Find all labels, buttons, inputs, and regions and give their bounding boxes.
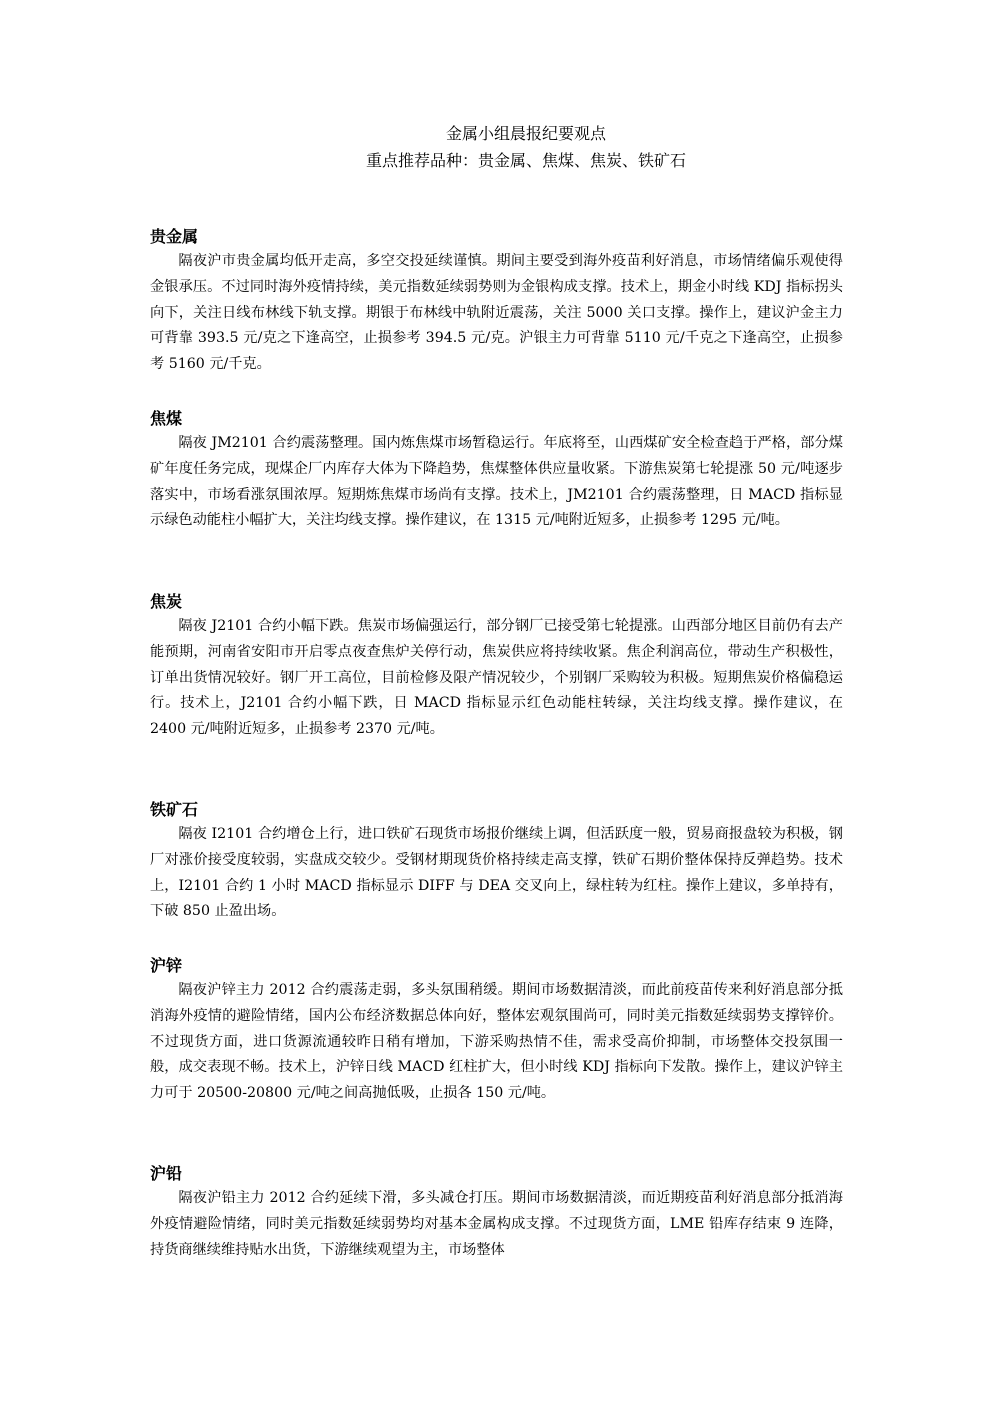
- section-heading: 沪锌: [150, 956, 183, 975]
- section-body: 隔夜沪铅主力 2012 合约延续下滑，多头减仓打压。期间市场数据清淡，而近期疫苗利好消息部分抵消海外疫情避险情绪，同时美元指数延续弱势均对基本金属构成支撑。不过现货方面，LME 铅库存结束 9 连降，持货商继续维持贴水出货，下游继续观望为主，市场整体: [150, 1190, 843, 1258]
- section-heading: 焦炭: [150, 592, 183, 611]
- section-body: 隔夜沪锌主力 2012 合约震荡走弱，多头氛围稍缓。期间市场数据清淡，而此前疫苗传来利好消息部分抵消海外疫情的避险情绪，国内公布经济数据总体向好，整体宏观氛围尚可，同时美元指数延续弱势支撑锌价。不过现货方面，进口货源流通较昨日稍有增加，下游采购热情不佳，需求受高价抑制，市场整体交投氛围一般，成交表现不畅。技术上，沪锌日线 MACD 红柱扩大，但小时线 KDJ 指标向下发散。操作上，建议沪锌主力可于 20500-20800 元/吨之间高抛低吸，止损各 150 元/吨。: [150, 982, 843, 1102]
- document-header: [0, 120, 992, 174]
- section-iron-ore: [150, 797, 843, 925]
- section-body: 隔夜沪市贵金属均低开走高，多空交投延续谨慎。期间主要受到海外疫苗利好消息，市场情绪偏乐观使得金银承压。不过同时海外疫情持续，美元指数延续弱势则为金银构成支撑。技术上，期金小时线 KDJ 指标拐头向下，关注日线布林线下轨支撑。期银于布林线中轨附近震荡，关注 5000 关口支撑。操作上，建议沪金主力可背靠 393.5 元/克之下逢高空，止损参考 394.5 元/克。沪银主力可背靠 5110 元/千克之下逢高空，止损参考 5160 元/千克。: [150, 253, 843, 373]
- section-body: 隔夜 J2101 合约小幅下跌。焦炭市场偏强运行，部分钢厂已接受第七轮提涨。山西部分地区目前仍有去产能预期，河南省安阳市开启零点夜查焦炉关停行动，焦炭供应将持续收紧。焦企利润高位，带动生产积极性，订单出货情况较好。钢厂开工高位，目前检修及限产情况较少，个别钢厂采购较为积极。短期焦炭价格偏稳运行。技术上，J2101 合约小幅下跌，日 MACD 指标显示红色动能柱转绿，关注均线支撑。操作建议，在 2400 元/吨附近短多，止损参考 2370 元/吨。: [150, 618, 843, 738]
- section-coke: [150, 589, 843, 743]
- section-zinc: [150, 953, 843, 1107]
- section-heading: 焦煤: [150, 409, 183, 428]
- section-heading: 贵金属: [150, 227, 199, 246]
- section-heading: 铁矿石: [150, 800, 199, 819]
- section-body: 隔夜 I2101 合约增仓上行，进口铁矿石现货市场报价继续上调，但活跃度一般，贸易商报盘较为积极，钢厂对涨价接受度较弱，实盘成交较少。受钢材期现货价格持续走高支撑，铁矿石期价整体保持反弹趋势。技术上，I2101 合约 1 小时 MACD 指标显示 DIFF 与 DEA 交叉向上，绿柱转为红柱。操作上建议，多单持有，下破 850 止盈出场。: [150, 826, 843, 920]
- document-subtitle: 重点推荐品种：贵金属、焦煤、焦炭、铁矿石: [365, 151, 686, 170]
- section-precious-metals: [150, 224, 843, 378]
- section-coking-coal: [150, 406, 843, 534]
- document-title: 金属小组晨报纪要观点: [445, 124, 606, 143]
- section-heading: 沪铅: [150, 1164, 183, 1183]
- section-lead: [150, 1161, 843, 1263]
- section-body: 隔夜 JM2101 合约震荡整理。国内炼焦煤市场暂稳运行。年底将至，山西煤矿安全检查趋于严格，部分煤矿年度任务完成，现煤企厂内库存大体为下降趋势，焦煤整体供应量收紧。下游焦炭第七轮提涨 50 元/吨逐步落实中，市场看涨氛围浓厚。短期炼焦煤市场尚有支撑。技术上，JM2101 合约震荡整理，日 MACD 指标显示绿色动能柱小幅扩大，关注均线支撑。操作建议，在 1315 元/吨附近短多，止损参考 1295 元/吨。: [150, 435, 843, 529]
